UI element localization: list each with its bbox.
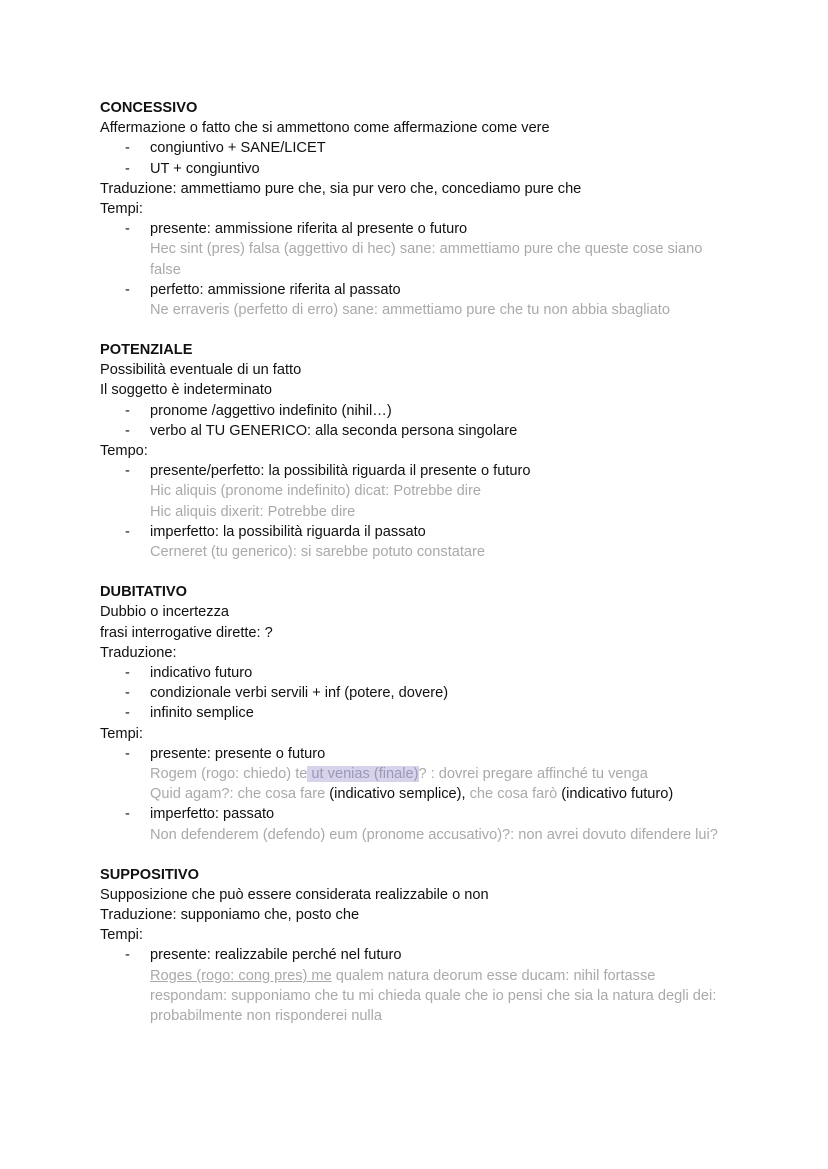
- bullet-dash: -: [125, 745, 130, 762]
- list-item: - pronome /aggettivo indefinito (nihil…): [100, 401, 740, 421]
- definition: Il soggetto è indeterminato: [100, 382, 272, 399]
- section-title: POTENZIALE: [100, 342, 193, 359]
- example-text: Rogem (rogo: chiedo) te ut venias (finale)? : dovrei pregare affinché tu venga: [150, 765, 648, 782]
- example-text: Hic aliquis (pronome indefinito) dicat: Potrebbe dire: [150, 483, 481, 500]
- bullet-dash: -: [125, 664, 130, 681]
- definition: Supposizione che può essere considerata realizzabile o non: [100, 886, 489, 903]
- tempo-label: Tempo:: [100, 443, 148, 460]
- list-item: - UT + congiuntivo: [100, 159, 740, 179]
- underlined-text: Roges (rogo: cong pres) me: [150, 967, 332, 984]
- bullet-dash: -: [125, 160, 130, 177]
- section-title: DUBITATIVO: [100, 584, 188, 601]
- translation-line: Traduzione: ammettiamo pure che, sia pur vero che, concediamo pure che: [100, 180, 582, 197]
- list-item: - indicativo futuro: [100, 663, 740, 683]
- list-item: - infinito semplice: [100, 703, 740, 723]
- tense-item: - presente: realizzabile perché nel futuro: [100, 945, 740, 965]
- section-potenziale: [100, 340, 740, 562]
- bullet-dash: -: [125, 685, 130, 702]
- section-concessivo: [100, 98, 740, 320]
- tense-item: - imperfetto: passato: [100, 804, 740, 824]
- example-text: Quid agam?: che cosa fare (indicativo semplice), che cosa farò (indicativo futuro): [150, 786, 674, 803]
- definition: Affermazione o fatto che si ammettono come affermazione come vere: [100, 120, 550, 137]
- traduzione-label: Traduzione:: [100, 644, 177, 661]
- definition: Possibilità eventuale di un fatto: [100, 362, 302, 379]
- section-title: CONCESSIVO: [100, 100, 198, 116]
- bullet-dash: -: [125, 947, 130, 964]
- section-dubitativo: [100, 582, 740, 844]
- example-text: Non defenderem (defendo) eum (pronome accusativo)?: non avrei dovuto difendere lui?: [150, 826, 718, 843]
- bullet-dash: -: [125, 463, 130, 480]
- section-title: SUPPOSITIVO: [100, 866, 199, 883]
- notes-content: [100, 98, 740, 1046]
- bullet-dash: -: [125, 705, 130, 722]
- example-text: Cerneret (tu generico): si sarebbe potuto constatare: [150, 544, 486, 561]
- definition: frasi interrogative dirette: ?: [100, 624, 273, 641]
- list-item: - verbo al TU GENERICO: alla seconda persona singolare: [100, 421, 740, 441]
- section-suppositivo: [100, 865, 740, 1027]
- tense-item: - presente: ammissione riferita al presente o futuro: [100, 219, 740, 239]
- bullet-dash: -: [125, 806, 130, 823]
- tempi-label: Tempi:: [100, 725, 143, 742]
- tense-item: - presente/perfetto: la possibilità riguarda il presente o futuro: [100, 461, 740, 481]
- list-item: - condizionale verbi servili + inf (potere, dovere): [100, 683, 740, 703]
- tense-item: - perfetto: ammissione riferita al passato: [100, 280, 740, 300]
- tempi-label: Tempi:: [100, 200, 143, 217]
- bullet-dash: -: [125, 523, 130, 540]
- tense-item: - imperfetto: la possibilità riguarda il passato: [100, 522, 740, 542]
- example-text: Roges (rogo: cong pres) me qualem natura deorum esse ducam: nihil fortasse respondam: supponiamo che tu mi chieda quale che io pensi che sia la natura degli dei: probabilmente non risponderei nulla: [150, 967, 717, 1025]
- bullet-dash: -: [125, 422, 130, 439]
- translation-line: Traduzione: supponiamo che, posto che: [100, 907, 360, 924]
- example-text: Ne erraveris (perfetto di erro) sane: ammettiamo pure che tu non abbia sbagliato: [150, 301, 670, 318]
- bullet-dash: -: [125, 402, 130, 419]
- bullet-dash: -: [125, 281, 130, 298]
- list-item: - congiuntivo + SANE/LICET: [100, 138, 740, 158]
- tense-item: - presente: presente o futuro: [100, 744, 740, 764]
- example-text: Hic aliquis dixerit: Potrebbe dire: [150, 503, 356, 520]
- bullet-dash: -: [125, 140, 130, 157]
- definition: Dubbio o incertezza: [100, 604, 229, 621]
- example-text: Hec sint (pres) falsa (aggettivo di hec) sane: ammettiamo pure che queste cose siano false: [150, 241, 703, 278]
- tempi-label: Tempi:: [100, 927, 143, 944]
- highlighted-text: ut venias (finale): [307, 765, 419, 782]
- bullet-dash: -: [125, 221, 130, 238]
